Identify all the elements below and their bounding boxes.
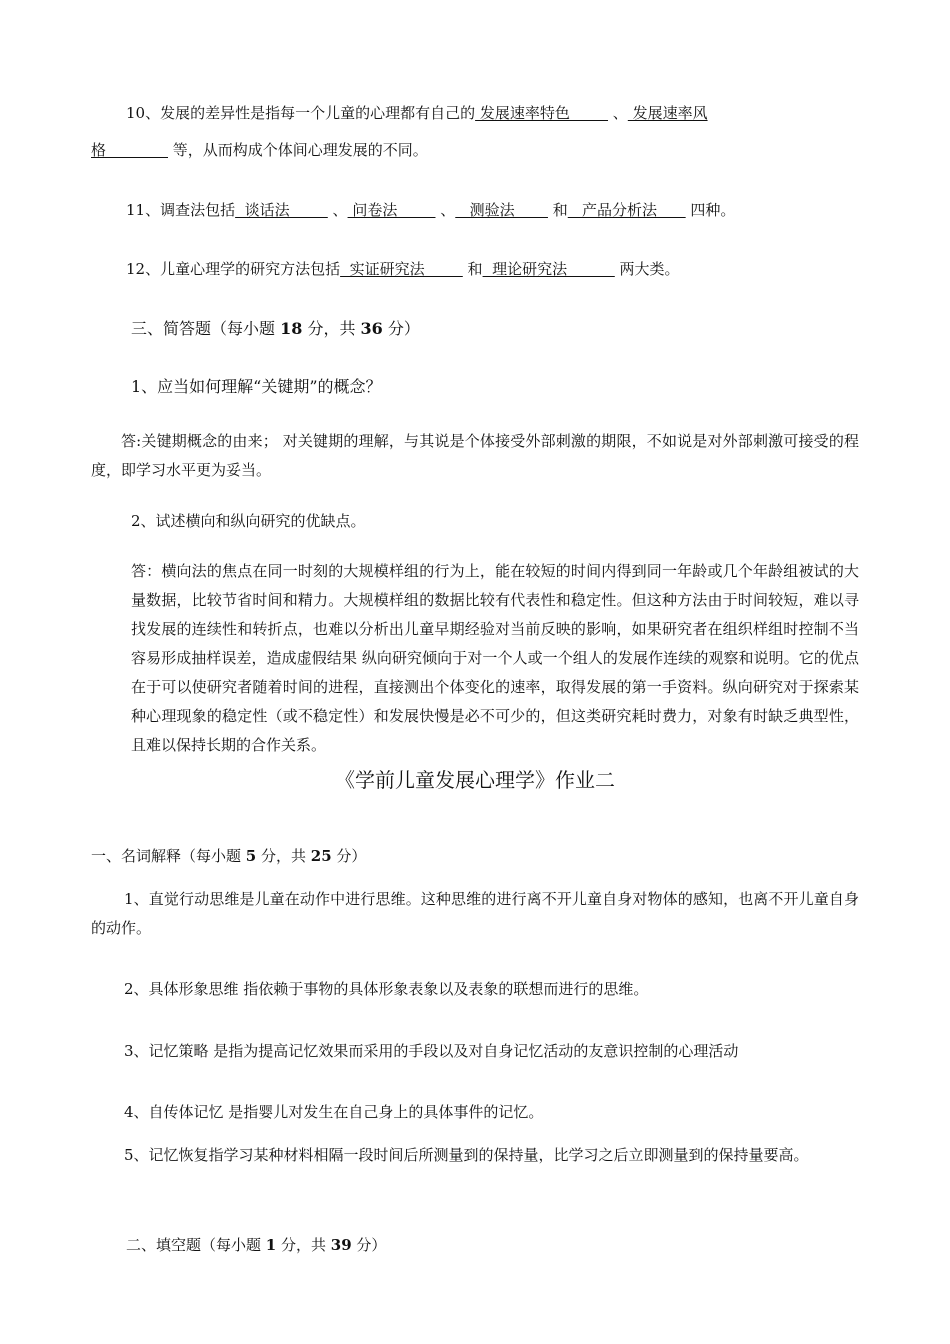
answer-blank: 测验法 (455, 201, 548, 219)
term-item: 1、直觉行动思维是儿童在动作中进行思维。这种思维的进行离不开儿童自身对物体的感知，也离不开儿童自身的动作。 (91, 890, 859, 937)
answer-blank: 格 (91, 141, 168, 159)
section-heading-short-answer: 三、简答题（每小题 18 分，共 36 分） (131, 319, 420, 338)
term-item: 5、记忆恢复指学习某种材料相隔一段时间后所测量到的保持量，比学习之后立即测量到的保持量要高。 (124, 1146, 809, 1164)
question-critical-period: 1、应当如何理解“关键期”的概念？ (131, 377, 382, 396)
question-research-methods: 2、试述横向和纵向研究的优缺点。 (131, 512, 366, 530)
term-item: 3、记忆策略 是指为提高记忆效果而采用的手段以及对自身记忆活动的友意识控制的心理活动 (124, 1042, 739, 1060)
answer-blank: 实证研究法 (340, 260, 463, 278)
section-heading-fill-blank: 二、填空题（每小题 1 分，共 39 分） (126, 1236, 387, 1254)
assignment-title: 《学前儿童发展心理学》作业二 (335, 768, 615, 792)
answer-blank: 发展速率特色 (475, 104, 609, 122)
fill-item-10-cont: 格 等，从而构成个体间心理发展的不同。 (91, 141, 428, 159)
fill-item-11: 11、调查法包括 谈话法 、 问卷法 、 测验法 和 产品分析法 四种。 (126, 201, 736, 219)
answer-blank: 理论研究法 (482, 260, 615, 278)
answer-research-methods: 答：横向法的焦点在同一时刻的大规模样组的行为上，能在较短的时间内得到同一年龄或几个年龄组被试的大量数据，比较节省时间和精力。大规模样组的数据比较有代表性和稳定性。但这种方法由于时间较短，难以寻找发展的连续性和转折点，也难以分析出儿童早期经验对当前反映的影响，如果研究者在组织样组时控制不当容易形成抽样误差，造成虚假结果 纵向研究倾向于对一个人或一个组人的发展作连续的观察和说明。它的优点在于可以使研究者随着时间的进程，直接测出个体变化的速率，取得发展的第一手资料。纵向研究对于探索某种心理现象的稳定性（或不稳定性）和发展快慢是必不可少的，但这类研究耗时费力，对象有时缺乏典型性，且难以保持长期的合作关系。 (131, 562, 859, 754)
fill-item-10: 10、发展的差异性是指每一个儿童的心理都有自己的 发展速率特色 、 发展速率风 (126, 104, 708, 122)
answer-blank: 问卷法 (347, 201, 436, 219)
term-item: 2、具体形象思维 指依赖于事物的具体形象表象以及表象的联想而进行的思维。 (124, 980, 649, 998)
section-heading-term-explanation: 一、名词解释（每小题 5 分，共 25 分） (91, 847, 367, 865)
answer-critical-period: 答:关键期概念的由来； 对关键期的理解，与其说是个体接受外部刺激的期限，不如说是对外部刺激可接受的程度，即学习水平更为妥当。 (91, 432, 859, 479)
answer-blank: 产品分析法 (567, 201, 686, 219)
term-item: 4、自传体记忆 是指婴儿对发生在自己身上的具体事件的记忆。 (124, 1103, 544, 1121)
answer-blank: 发展速率风 (627, 104, 708, 122)
answer-blank: 谈话法 (235, 201, 328, 219)
fill-item-12: 12、儿童心理学的研究方法包括 实证研究法 和 理论研究法 两大类。 (126, 260, 680, 278)
